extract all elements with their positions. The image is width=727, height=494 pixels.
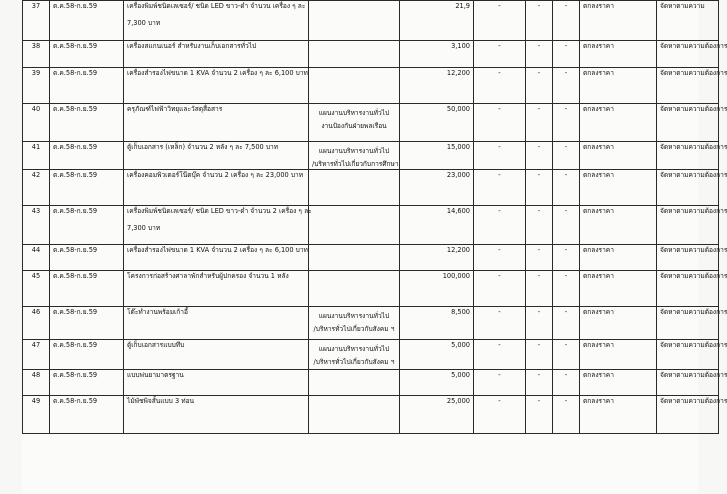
dash-cell: - — [526, 369, 553, 395]
table-row — [23, 395, 719, 433]
period-cell: ต.ค.58-ก.ย.59 — [50, 1, 124, 41]
dash-cell: - — [526, 68, 553, 104]
document-page — [22, 0, 727, 494]
dash-cell: - — [553, 104, 580, 142]
item-description-line: เครื่องพิมพ์ชนิดเลเซอร์/ ชนิด LED ขาว-ดำ จำนวน เครื่อง ๆ ละ — [127, 2, 306, 10]
row-number: 48 — [23, 369, 50, 395]
table-row — [23, 169, 719, 205]
procurement-method-cell: ตกลงราคา — [580, 68, 657, 104]
remark-cell: จัดหาตามความต้องการ — [657, 169, 719, 205]
responsible-unit-line: แผนงานบริหารงานทั่วไป — [318, 109, 390, 117]
remark-cell: จัดหาตามความต้องการ — [657, 339, 719, 369]
amount-cell: 8,500 — [400, 306, 474, 339]
dash-cell: - — [553, 1, 580, 41]
item-description-line: ครุภัณฑ์ไฟฟ้าวิทยุและวัสดุสื่อสาร — [127, 105, 223, 113]
table-row — [23, 142, 719, 170]
dash-cell: - — [553, 142, 580, 170]
period-cell: ต.ค.58-ก.ย.59 — [50, 369, 124, 395]
dash-cell: - — [553, 270, 580, 306]
dash-cell: - — [526, 104, 553, 142]
table-row — [23, 104, 719, 142]
table-body — [23, 1, 727, 434]
period-cell: ต.ค.58-ก.ย.59 — [50, 41, 124, 68]
item-description-cell — [124, 395, 309, 433]
responsible-unit-line: แผนงานบริหารงานทั่วไป — [318, 311, 390, 320]
remark-cell: จัดหาตามความต้องการ — [657, 142, 719, 170]
item-description-cell — [124, 169, 309, 205]
amount-cell: 21,9 — [400, 1, 474, 41]
dash-cell: - — [474, 205, 526, 244]
table-row — [23, 1, 719, 41]
remark-cell: จัดหาตามความต้องการ — [657, 306, 719, 339]
amount-cell: 15,000 — [400, 142, 474, 170]
item-description-cell — [124, 68, 309, 104]
period-cell: ต.ค.58-ก.ย.59 — [50, 104, 124, 142]
responsible-unit-cell — [309, 306, 400, 339]
table-row — [23, 41, 719, 68]
amount-cell: 12,200 — [400, 244, 474, 270]
responsible-unit-cell — [309, 369, 400, 395]
row-number: 37 — [23, 1, 50, 41]
procurement-method-cell: ตกลงราคา — [580, 270, 657, 306]
period-cell: ต.ค.58-ก.ย.59 — [50, 306, 124, 339]
item-description-cell — [124, 369, 309, 395]
procurement-method-cell: ตกลงราคา — [580, 244, 657, 270]
dash-cell: - — [474, 339, 526, 369]
responsible-unit-line: /บริหารทั่วไปเกี่ยวกับการศึกษา — [312, 159, 399, 168]
responsible-unit-cell — [309, 41, 400, 68]
dash-cell: - — [474, 270, 526, 306]
amount-cell: 12,200 — [400, 68, 474, 104]
responsible-unit-cell — [309, 339, 400, 369]
period-cell: ต.ค.58-ก.ย.59 — [50, 142, 124, 170]
item-description-cell — [124, 205, 312, 244]
remark-cell: จัดหาตามความต้องการ — [657, 244, 719, 270]
item-description-cell — [124, 306, 309, 339]
item-description-line: เครื่องสำรองไฟขนาด 1 KVA จำนวน 2 เครื่อง ๆ ละ 6,100 บาท — [127, 69, 308, 77]
dash-cell: - — [526, 244, 553, 270]
amount-cell: 5,000 — [400, 369, 474, 395]
amount-cell: 3,100 — [400, 41, 474, 68]
row-number: 44 — [23, 244, 50, 270]
table-row — [23, 205, 719, 244]
period-cell: ต.ค.58-ก.ย.59 — [50, 169, 124, 205]
item-description-cell — [124, 41, 309, 68]
dash-cell: - — [474, 41, 526, 68]
item-description-line: เครื่องคอมพิวเตอร์โน๊ตบุ๊ค จำนวน 2 เครื่อง ๆ ละ 23,000 บาท — [127, 170, 304, 179]
responsible-unit-line: /บริหารทั่วไปเกี่ยวกับสังคม ฯ — [313, 324, 395, 333]
row-number: 38 — [23, 41, 50, 68]
remark-cell: จัดหาตามความ — [657, 1, 719, 41]
responsible-unit-line: แผนงานบริหารงานทั่วไป — [318, 147, 390, 155]
procurement-method-cell: ตกลงราคา — [580, 205, 657, 244]
procurement-method-cell: ตกลงราคา — [580, 395, 657, 433]
amount-cell: 25,000 — [400, 395, 474, 433]
dash-cell: - — [526, 270, 553, 306]
responsible-unit-cell — [309, 142, 400, 170]
responsible-unit-line: งานป้องกันฝ่ายพลเรือน — [321, 121, 387, 130]
period-cell: ต.ค.58-ก.ย.59 — [50, 339, 124, 369]
dash-cell: - — [474, 244, 526, 270]
item-description-cell — [124, 142, 309, 170]
dash-cell: - — [526, 142, 553, 170]
dash-cell: - — [526, 41, 553, 68]
item-description-line: เครื่องสำรองไฟขนาด 1 KVA จำนวน 2 เครื่อง ๆ ละ 6,100 บาท — [127, 245, 308, 254]
dash-cell: - — [553, 205, 580, 244]
item-description-cell — [124, 339, 309, 369]
dash-cell: - — [553, 68, 580, 104]
remark-cell: จัดหาตามความต้องการ — [657, 205, 719, 244]
responsible-unit-cell — [309, 1, 400, 41]
item-description-line: แบบพ่นยามาตรฐาน — [127, 370, 184, 379]
row-number: 45 — [23, 270, 50, 306]
responsible-unit-cell — [309, 270, 400, 306]
amount-cell: 23,000 — [400, 169, 474, 205]
period-cell: ต.ค.58-ก.ย.59 — [50, 68, 124, 104]
item-description-cell — [124, 270, 309, 306]
item-description-line: 7,300 บาท — [127, 18, 161, 27]
responsible-unit-cell — [309, 205, 400, 244]
item-description-line: 7,300 บาท — [127, 223, 161, 232]
table-row — [23, 270, 719, 306]
item-description-line: เครื่องสแกนเนอร์ สำหรับงานเก็บเอกสารทั่วไป — [127, 42, 257, 50]
dash-cell: - — [474, 142, 526, 170]
period-cell: ต.ค.58-ก.ย.59 — [50, 270, 124, 306]
row-number: 46 — [23, 306, 50, 339]
dash-cell: - — [553, 395, 580, 433]
dash-cell: - — [474, 395, 526, 433]
table-row — [23, 244, 719, 270]
dash-cell: - — [526, 395, 553, 433]
table-row — [23, 369, 719, 395]
dash-cell: - — [474, 369, 526, 395]
responsible-unit-cell — [309, 244, 400, 270]
item-description-line: โครงการก่อสร้างศาลาพักสำหรับผู้ปกครอง จำนวน 1 หลัง — [127, 271, 289, 280]
row-number: 49 — [23, 395, 50, 433]
procurement-method-cell: ตกลงราคา — [580, 369, 657, 395]
item-description-line: โต๊ะทำงานพร้อมเก้าอี้ — [127, 307, 188, 316]
item-description-line: ตู้เก็บเอกสารแบบทึบ — [127, 340, 185, 349]
dash-cell: - — [474, 169, 526, 205]
responsible-unit-line: /บริหารทั่วไปเกี่ยวกับสังคม ฯ — [313, 357, 395, 366]
period-cell: ต.ค.58-ก.ย.59 — [50, 244, 124, 270]
period-cell: ต.ค.58-ก.ย.59 — [50, 205, 124, 244]
dash-cell: - — [553, 339, 580, 369]
row-number: 40 — [23, 104, 50, 142]
responsible-unit-cell — [309, 169, 400, 205]
dash-cell: - — [526, 339, 553, 369]
remark-cell: จัดหาตามความต้องการ — [657, 68, 719, 104]
dash-cell: - — [526, 169, 553, 205]
item-description-line: ตู้เก็บเอกสาร (เหล็ก) จำนวน 2 หลัง ๆ ละ 7,500 บาท — [127, 143, 279, 151]
dash-cell: - — [553, 169, 580, 205]
row-number: 43 — [23, 205, 50, 244]
dash-cell: - — [474, 104, 526, 142]
amount-cell: 5,000 — [400, 339, 474, 369]
procurement-method-cell: ตกลงราคา — [580, 41, 657, 68]
dash-cell: - — [526, 306, 553, 339]
dash-cell: - — [553, 41, 580, 68]
table-row — [23, 339, 719, 369]
dash-cell: - — [553, 369, 580, 395]
table-row — [23, 68, 719, 104]
responsible-unit-line: แผนงานบริหารงานทั่วไป — [318, 344, 390, 353]
responsible-unit-cell — [309, 395, 400, 433]
row-number: 42 — [23, 169, 50, 205]
remark-cell: จัดหาตามความต้องการ — [657, 270, 719, 306]
dash-cell: - — [474, 68, 526, 104]
dash-cell: - — [526, 205, 553, 244]
period-cell: ต.ค.58-ก.ย.59 — [50, 395, 124, 433]
item-description-cell — [124, 104, 309, 142]
procurement-table — [22, 0, 727, 434]
item-description-line: ไม้พัชพิจสั้นแบบ 3 ท่อน — [127, 396, 195, 405]
responsible-unit-cell — [309, 68, 400, 104]
procurement-method-cell: ตกลงราคา — [580, 104, 657, 142]
procurement-method-cell: ตกลงราคา — [580, 339, 657, 369]
row-number: 47 — [23, 339, 50, 369]
amount-cell: 50,000 — [400, 104, 474, 142]
dash-cell: - — [553, 306, 580, 339]
procurement-method-cell: ตกลงราคา — [580, 1, 657, 41]
item-description-cell — [124, 244, 309, 270]
item-description-line: เครื่องพิมพ์ชนิดเลเซอร์/ ชนิด LED ขาว-ดำ จำนวน 2 เครื่อง ๆ ละ — [127, 206, 312, 215]
table-row — [23, 306, 719, 339]
amount-cell: 14,600 — [400, 205, 474, 244]
item-description-cell — [124, 1, 309, 41]
remark-cell: จัดหาตามความต้องการ — [657, 104, 719, 142]
remark-cell: จัดหาตามความต้องการ — [657, 369, 719, 395]
amount-cell: 100,000 — [400, 270, 474, 306]
dash-cell: - — [474, 1, 526, 41]
dash-cell: - — [553, 244, 580, 270]
procurement-method-cell: ตกลงราคา — [580, 169, 657, 205]
dash-cell: - — [474, 306, 526, 339]
dash-cell: - — [526, 1, 553, 41]
responsible-unit-cell — [309, 104, 400, 142]
procurement-method-cell: ตกลงราคา — [580, 306, 657, 339]
row-number: 41 — [23, 142, 50, 170]
row-number: 39 — [23, 68, 50, 104]
remark-cell: จัดหาตามความต้องการ — [657, 41, 719, 68]
procurement-method-cell: ตกลงราคา — [580, 142, 657, 170]
remark-cell: จัดหาตามความต้องการ — [657, 395, 719, 433]
